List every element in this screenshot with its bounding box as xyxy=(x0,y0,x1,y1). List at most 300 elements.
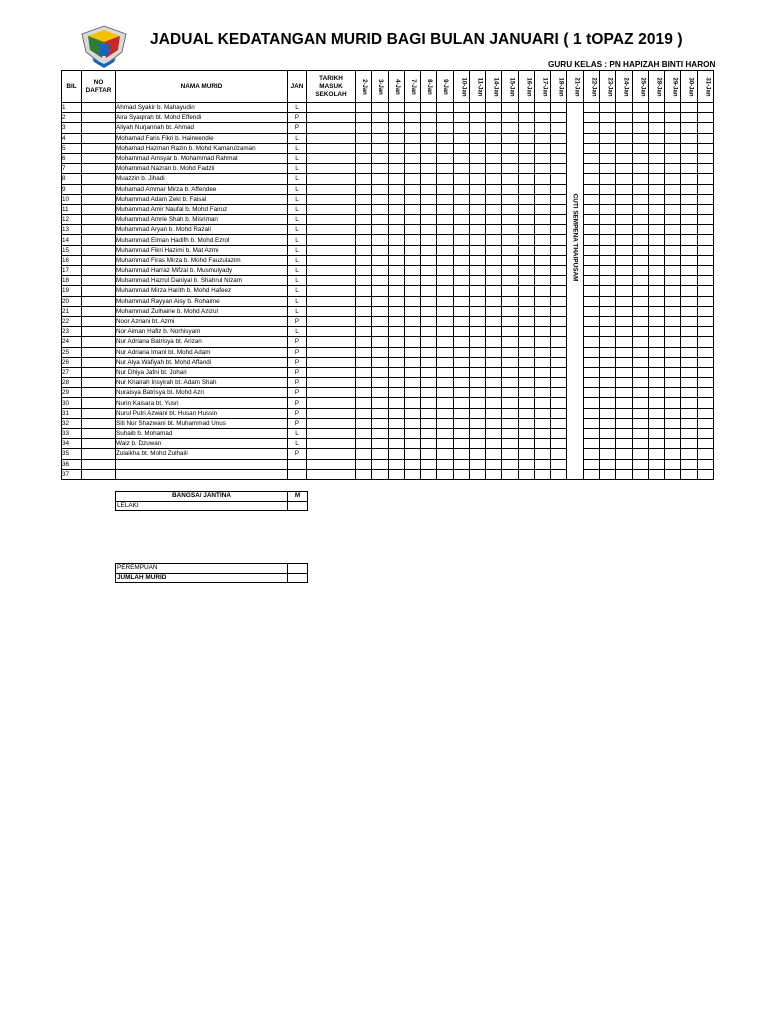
attendance-cell[interactable] xyxy=(469,296,485,306)
attendance-cell[interactable] xyxy=(551,245,567,255)
attendance-cell[interactable] xyxy=(583,388,599,398)
attendance-cell[interactable] xyxy=(421,347,437,357)
attendance-cell[interactable] xyxy=(632,103,648,113)
attendance-cell[interactable] xyxy=(469,286,485,296)
attendance-cell[interactable] xyxy=(534,245,550,255)
attendance-cell[interactable] xyxy=(388,286,404,296)
attendance-cell[interactable] xyxy=(697,103,713,113)
attendance-cell[interactable] xyxy=(404,449,420,459)
attendance-cell[interactable] xyxy=(372,337,388,347)
attendance-cell[interactable] xyxy=(583,378,599,388)
attendance-cell[interactable] xyxy=(421,418,437,428)
attendance-cell[interactable] xyxy=(665,255,681,265)
attendance-cell[interactable] xyxy=(648,184,664,194)
attendance-cell[interactable] xyxy=(372,439,388,449)
attendance-cell[interactable] xyxy=(599,459,615,469)
attendance-cell[interactable] xyxy=(421,184,437,194)
attendance-cell[interactable] xyxy=(372,245,388,255)
attendance-cell[interactable] xyxy=(518,174,534,184)
attendance-cell[interactable] xyxy=(486,143,502,153)
attendance-cell[interactable] xyxy=(648,143,664,153)
attendance-cell[interactable] xyxy=(486,184,502,194)
attendance-cell[interactable] xyxy=(616,418,632,428)
attendance-cell[interactable] xyxy=(616,225,632,235)
attendance-cell[interactable] xyxy=(356,225,372,235)
attendance-cell[interactable] xyxy=(469,449,485,459)
attendance-cell[interactable] xyxy=(518,337,534,347)
attendance-cell[interactable] xyxy=(534,327,550,337)
attendance-cell[interactable] xyxy=(648,286,664,296)
student-no-daftar[interactable] xyxy=(82,337,116,347)
attendance-cell[interactable] xyxy=(453,296,469,306)
attendance-cell[interactable] xyxy=(697,367,713,377)
student-no-daftar[interactable] xyxy=(82,174,116,184)
attendance-cell[interactable] xyxy=(697,429,713,439)
attendance-cell[interactable] xyxy=(356,133,372,143)
attendance-cell[interactable] xyxy=(486,266,502,276)
attendance-cell[interactable] xyxy=(404,296,420,306)
attendance-cell[interactable] xyxy=(665,398,681,408)
attendance-cell[interactable] xyxy=(356,449,372,459)
attendance-cell[interactable] xyxy=(356,429,372,439)
student-no-daftar[interactable] xyxy=(82,306,116,316)
student-no-daftar[interactable] xyxy=(82,276,116,286)
student-no-daftar[interactable] xyxy=(82,153,116,163)
student-tarikh-masuk[interactable] xyxy=(307,378,356,388)
attendance-cell[interactable] xyxy=(356,153,372,163)
attendance-cell[interactable] xyxy=(518,235,534,245)
attendance-cell[interactable] xyxy=(551,153,567,163)
attendance-cell[interactable] xyxy=(356,296,372,306)
attendance-cell[interactable] xyxy=(583,408,599,418)
attendance-cell[interactable] xyxy=(616,103,632,113)
attendance-cell[interactable] xyxy=(486,215,502,225)
attendance-cell[interactable] xyxy=(681,408,697,418)
attendance-cell[interactable] xyxy=(404,245,420,255)
attendance-cell[interactable] xyxy=(648,266,664,276)
attendance-cell[interactable] xyxy=(453,255,469,265)
attendance-cell[interactable] xyxy=(632,235,648,245)
attendance-cell[interactable] xyxy=(697,204,713,214)
attendance-cell[interactable] xyxy=(648,347,664,357)
attendance-cell[interactable] xyxy=(551,306,567,316)
attendance-cell[interactable] xyxy=(697,194,713,204)
attendance-cell[interactable] xyxy=(599,429,615,439)
attendance-cell[interactable] xyxy=(599,113,615,123)
attendance-cell[interactable] xyxy=(486,378,502,388)
attendance-cell[interactable] xyxy=(583,164,599,174)
attendance-cell[interactable] xyxy=(437,103,453,113)
attendance-cell[interactable] xyxy=(388,194,404,204)
attendance-cell[interactable] xyxy=(518,306,534,316)
attendance-cell[interactable] xyxy=(551,266,567,276)
attendance-cell[interactable] xyxy=(421,388,437,398)
attendance-cell[interactable] xyxy=(421,204,437,214)
attendance-cell[interactable] xyxy=(616,255,632,265)
attendance-cell[interactable] xyxy=(681,215,697,225)
attendance-cell[interactable] xyxy=(534,418,550,428)
attendance-cell[interactable] xyxy=(697,337,713,347)
attendance-cell[interactable] xyxy=(469,327,485,337)
attendance-cell[interactable] xyxy=(681,255,697,265)
attendance-cell[interactable] xyxy=(665,276,681,286)
attendance-cell[interactable] xyxy=(469,255,485,265)
attendance-cell[interactable] xyxy=(551,316,567,326)
student-tarikh-masuk[interactable] xyxy=(307,408,356,418)
attendance-cell[interactable] xyxy=(551,113,567,123)
attendance-cell[interactable] xyxy=(437,123,453,133)
attendance-cell[interactable] xyxy=(665,367,681,377)
attendance-cell[interactable] xyxy=(372,174,388,184)
attendance-cell[interactable] xyxy=(404,357,420,367)
attendance-cell[interactable] xyxy=(518,225,534,235)
student-tarikh-masuk[interactable] xyxy=(307,153,356,163)
attendance-cell[interactable] xyxy=(632,408,648,418)
attendance-cell[interactable] xyxy=(518,215,534,225)
student-no-daftar[interactable] xyxy=(82,408,116,418)
attendance-cell[interactable] xyxy=(356,316,372,326)
attendance-cell[interactable] xyxy=(616,347,632,357)
attendance-cell[interactable] xyxy=(469,235,485,245)
attendance-cell[interactable] xyxy=(404,469,420,479)
student-no-daftar[interactable] xyxy=(82,367,116,377)
attendance-cell[interactable] xyxy=(551,429,567,439)
student-no-daftar[interactable] xyxy=(82,378,116,388)
attendance-cell[interactable] xyxy=(356,408,372,418)
attendance-cell[interactable] xyxy=(437,225,453,235)
attendance-cell[interactable] xyxy=(453,327,469,337)
attendance-cell[interactable] xyxy=(518,327,534,337)
attendance-cell[interactable] xyxy=(681,245,697,255)
attendance-cell[interactable] xyxy=(616,398,632,408)
attendance-cell[interactable] xyxy=(616,204,632,214)
attendance-cell[interactable] xyxy=(453,378,469,388)
attendance-cell[interactable] xyxy=(453,286,469,296)
attendance-cell[interactable] xyxy=(453,113,469,123)
attendance-cell[interactable] xyxy=(697,357,713,367)
attendance-cell[interactable] xyxy=(599,204,615,214)
attendance-cell[interactable] xyxy=(665,164,681,174)
attendance-cell[interactable] xyxy=(518,255,534,265)
attendance-cell[interactable] xyxy=(421,266,437,276)
attendance-cell[interactable] xyxy=(372,276,388,286)
attendance-cell[interactable] xyxy=(583,103,599,113)
attendance-cell[interactable] xyxy=(534,306,550,316)
student-no-daftar[interactable] xyxy=(82,459,116,469)
student-no-daftar[interactable] xyxy=(82,388,116,398)
attendance-cell[interactable] xyxy=(551,215,567,225)
student-tarikh-masuk[interactable] xyxy=(307,316,356,326)
attendance-cell[interactable] xyxy=(599,276,615,286)
attendance-cell[interactable] xyxy=(551,276,567,286)
attendance-cell[interactable] xyxy=(502,327,518,337)
attendance-cell[interactable] xyxy=(616,276,632,286)
attendance-cell[interactable] xyxy=(469,276,485,286)
attendance-cell[interactable] xyxy=(388,296,404,306)
attendance-cell[interactable] xyxy=(632,337,648,347)
attendance-cell[interactable] xyxy=(437,174,453,184)
attendance-cell[interactable] xyxy=(697,327,713,337)
attendance-cell[interactable] xyxy=(583,306,599,316)
attendance-cell[interactable] xyxy=(583,143,599,153)
attendance-cell[interactable] xyxy=(388,398,404,408)
attendance-cell[interactable] xyxy=(648,357,664,367)
student-tarikh-masuk[interactable] xyxy=(307,215,356,225)
attendance-cell[interactable] xyxy=(453,143,469,153)
attendance-cell[interactable] xyxy=(681,469,697,479)
attendance-cell[interactable] xyxy=(583,429,599,439)
attendance-cell[interactable] xyxy=(372,357,388,367)
attendance-cell[interactable] xyxy=(632,459,648,469)
attendance-cell[interactable] xyxy=(486,337,502,347)
attendance-cell[interactable] xyxy=(632,316,648,326)
attendance-cell[interactable] xyxy=(404,255,420,265)
attendance-cell[interactable] xyxy=(632,215,648,225)
attendance-cell[interactable] xyxy=(486,357,502,367)
attendance-cell[interactable] xyxy=(453,215,469,225)
attendance-cell[interactable] xyxy=(551,255,567,265)
attendance-cell[interactable] xyxy=(356,235,372,245)
student-no-daftar[interactable] xyxy=(82,429,116,439)
attendance-cell[interactable] xyxy=(437,164,453,174)
attendance-cell[interactable] xyxy=(518,286,534,296)
attendance-cell[interactable] xyxy=(665,408,681,418)
attendance-cell[interactable] xyxy=(681,266,697,276)
attendance-cell[interactable] xyxy=(681,429,697,439)
attendance-cell[interactable] xyxy=(551,408,567,418)
attendance-cell[interactable] xyxy=(356,286,372,296)
attendance-cell[interactable] xyxy=(502,266,518,276)
attendance-cell[interactable] xyxy=(648,316,664,326)
student-no-daftar[interactable] xyxy=(82,347,116,357)
attendance-cell[interactable] xyxy=(599,103,615,113)
attendance-cell[interactable] xyxy=(437,194,453,204)
student-tarikh-masuk[interactable] xyxy=(307,286,356,296)
attendance-cell[interactable] xyxy=(437,469,453,479)
student-tarikh-masuk[interactable] xyxy=(307,459,356,469)
attendance-cell[interactable] xyxy=(404,235,420,245)
attendance-cell[interactable] xyxy=(356,347,372,357)
attendance-cell[interactable] xyxy=(453,306,469,316)
attendance-cell[interactable] xyxy=(583,286,599,296)
attendance-cell[interactable] xyxy=(469,439,485,449)
attendance-cell[interactable] xyxy=(616,184,632,194)
attendance-cell[interactable] xyxy=(648,388,664,398)
attendance-cell[interactable] xyxy=(665,327,681,337)
attendance-cell[interactable] xyxy=(356,418,372,428)
attendance-cell[interactable] xyxy=(356,306,372,316)
attendance-cell[interactable] xyxy=(534,469,550,479)
attendance-cell[interactable] xyxy=(583,204,599,214)
attendance-cell[interactable] xyxy=(681,296,697,306)
attendance-cell[interactable] xyxy=(697,113,713,123)
attendance-cell[interactable] xyxy=(388,123,404,133)
attendance-cell[interactable] xyxy=(388,418,404,428)
attendance-cell[interactable] xyxy=(648,225,664,235)
attendance-cell[interactable] xyxy=(421,153,437,163)
attendance-cell[interactable] xyxy=(583,347,599,357)
attendance-cell[interactable] xyxy=(551,235,567,245)
student-tarikh-masuk[interactable] xyxy=(307,439,356,449)
student-no-daftar[interactable] xyxy=(82,164,116,174)
attendance-cell[interactable] xyxy=(388,245,404,255)
student-no-daftar[interactable] xyxy=(82,449,116,459)
attendance-cell[interactable] xyxy=(486,296,502,306)
attendance-cell[interactable] xyxy=(551,204,567,214)
student-no-daftar[interactable] xyxy=(82,398,116,408)
attendance-cell[interactable] xyxy=(665,388,681,398)
attendance-cell[interactable] xyxy=(388,357,404,367)
student-no-daftar[interactable] xyxy=(82,123,116,133)
attendance-cell[interactable] xyxy=(372,418,388,428)
attendance-cell[interactable] xyxy=(372,408,388,418)
attendance-cell[interactable] xyxy=(534,367,550,377)
attendance-cell[interactable] xyxy=(648,103,664,113)
attendance-cell[interactable] xyxy=(469,174,485,184)
attendance-cell[interactable] xyxy=(469,133,485,143)
attendance-cell[interactable] xyxy=(599,367,615,377)
attendance-cell[interactable] xyxy=(453,439,469,449)
attendance-cell[interactable] xyxy=(697,306,713,316)
attendance-cell[interactable] xyxy=(469,184,485,194)
attendance-cell[interactable] xyxy=(648,469,664,479)
attendance-cell[interactable] xyxy=(583,296,599,306)
student-no-daftar[interactable] xyxy=(82,235,116,245)
attendance-cell[interactable] xyxy=(421,337,437,347)
attendance-cell[interactable] xyxy=(404,327,420,337)
attendance-cell[interactable] xyxy=(648,133,664,143)
attendance-cell[interactable] xyxy=(583,469,599,479)
attendance-cell[interactable] xyxy=(616,245,632,255)
attendance-cell[interactable] xyxy=(616,174,632,184)
attendance-cell[interactable] xyxy=(534,225,550,235)
student-tarikh-masuk[interactable] xyxy=(307,429,356,439)
attendance-cell[interactable] xyxy=(648,306,664,316)
attendance-cell[interactable] xyxy=(648,245,664,255)
student-tarikh-masuk[interactable] xyxy=(307,357,356,367)
attendance-cell[interactable] xyxy=(665,357,681,367)
attendance-cell[interactable] xyxy=(502,418,518,428)
attendance-cell[interactable] xyxy=(599,469,615,479)
attendance-cell[interactable] xyxy=(583,184,599,194)
student-no-daftar[interactable] xyxy=(82,255,116,265)
attendance-cell[interactable] xyxy=(632,286,648,296)
attendance-cell[interactable] xyxy=(421,286,437,296)
attendance-cell[interactable] xyxy=(681,225,697,235)
attendance-cell[interactable] xyxy=(356,378,372,388)
student-no-daftar[interactable] xyxy=(82,204,116,214)
attendance-cell[interactable] xyxy=(551,133,567,143)
attendance-cell[interactable] xyxy=(583,327,599,337)
attendance-cell[interactable] xyxy=(404,103,420,113)
attendance-cell[interactable] xyxy=(421,357,437,367)
attendance-cell[interactable] xyxy=(632,113,648,123)
attendance-cell[interactable] xyxy=(453,347,469,357)
attendance-cell[interactable] xyxy=(437,296,453,306)
attendance-cell[interactable] xyxy=(583,337,599,347)
attendance-cell[interactable] xyxy=(583,449,599,459)
attendance-cell[interactable] xyxy=(665,143,681,153)
attendance-cell[interactable] xyxy=(404,316,420,326)
attendance-cell[interactable] xyxy=(697,245,713,255)
attendance-cell[interactable] xyxy=(697,255,713,265)
student-no-daftar[interactable] xyxy=(82,133,116,143)
student-no-daftar[interactable] xyxy=(82,194,116,204)
attendance-cell[interactable] xyxy=(404,398,420,408)
attendance-cell[interactable] xyxy=(486,235,502,245)
attendance-cell[interactable] xyxy=(453,276,469,286)
attendance-cell[interactable] xyxy=(616,459,632,469)
attendance-cell[interactable] xyxy=(583,367,599,377)
attendance-cell[interactable] xyxy=(372,255,388,265)
attendance-cell[interactable] xyxy=(665,103,681,113)
attendance-cell[interactable] xyxy=(518,245,534,255)
attendance-cell[interactable] xyxy=(697,286,713,296)
attendance-cell[interactable] xyxy=(681,388,697,398)
attendance-cell[interactable] xyxy=(665,123,681,133)
attendance-cell[interactable] xyxy=(502,143,518,153)
attendance-cell[interactable] xyxy=(632,357,648,367)
attendance-cell[interactable] xyxy=(583,153,599,163)
student-tarikh-masuk[interactable] xyxy=(307,194,356,204)
attendance-cell[interactable] xyxy=(404,388,420,398)
attendance-cell[interactable] xyxy=(502,367,518,377)
attendance-cell[interactable] xyxy=(551,143,567,153)
attendance-cell[interactable] xyxy=(486,255,502,265)
attendance-cell[interactable] xyxy=(421,103,437,113)
attendance-cell[interactable] xyxy=(632,367,648,377)
attendance-cell[interactable] xyxy=(551,398,567,408)
student-tarikh-masuk[interactable] xyxy=(307,388,356,398)
attendance-cell[interactable] xyxy=(502,449,518,459)
attendance-cell[interactable] xyxy=(534,215,550,225)
attendance-cell[interactable] xyxy=(648,194,664,204)
attendance-cell[interactable] xyxy=(469,429,485,439)
attendance-cell[interactable] xyxy=(616,408,632,418)
attendance-cell[interactable] xyxy=(534,408,550,418)
attendance-cell[interactable] xyxy=(404,123,420,133)
attendance-cell[interactable] xyxy=(681,184,697,194)
attendance-cell[interactable] xyxy=(681,347,697,357)
attendance-cell[interactable] xyxy=(632,306,648,316)
attendance-cell[interactable] xyxy=(486,388,502,398)
attendance-cell[interactable] xyxy=(697,184,713,194)
attendance-cell[interactable] xyxy=(632,398,648,408)
attendance-cell[interactable] xyxy=(518,153,534,163)
attendance-cell[interactable] xyxy=(616,439,632,449)
attendance-cell[interactable] xyxy=(437,367,453,377)
attendance-cell[interactable] xyxy=(616,316,632,326)
attendance-cell[interactable] xyxy=(534,103,550,113)
attendance-cell[interactable] xyxy=(518,184,534,194)
attendance-cell[interactable] xyxy=(534,347,550,357)
student-no-daftar[interactable] xyxy=(82,266,116,276)
attendance-cell[interactable] xyxy=(599,286,615,296)
attendance-cell[interactable] xyxy=(648,164,664,174)
attendance-cell[interactable] xyxy=(453,194,469,204)
attendance-cell[interactable] xyxy=(469,143,485,153)
attendance-cell[interactable] xyxy=(518,449,534,459)
attendance-cell[interactable] xyxy=(681,123,697,133)
attendance-cell[interactable] xyxy=(421,367,437,377)
attendance-cell[interactable] xyxy=(421,245,437,255)
attendance-cell[interactable] xyxy=(469,398,485,408)
attendance-cell[interactable] xyxy=(486,449,502,459)
attendance-cell[interactable] xyxy=(632,327,648,337)
attendance-cell[interactable] xyxy=(551,286,567,296)
attendance-cell[interactable] xyxy=(502,103,518,113)
attendance-cell[interactable] xyxy=(681,276,697,286)
